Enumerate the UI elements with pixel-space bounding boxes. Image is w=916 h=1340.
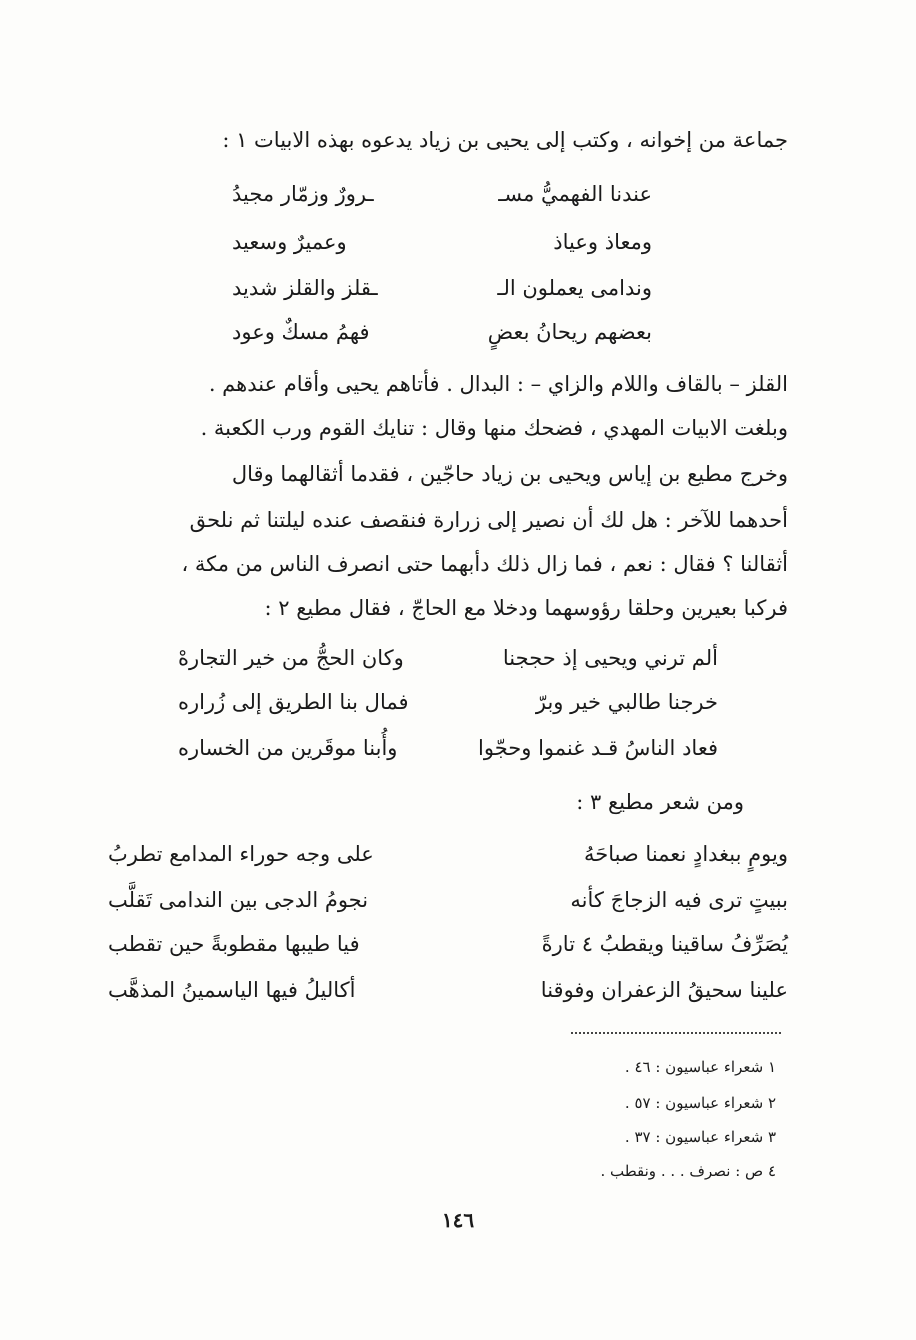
- verse-first-hemistich: ألم ترني ويحيى إذ حججنا: [502, 646, 718, 670]
- verse-second-hemistich: نجومُ الدجى بين الندامى تَقلَّب: [108, 888, 369, 912]
- prose-line: أثقالنا ؟ فقال : نعم ، فما زال ذلك دأبهما حتى انصرف الناس من مكة ،: [181, 552, 788, 576]
- verse-second-hemistich: فيا طيبها مقطوبةً حين تقطب: [108, 932, 360, 956]
- poem-intro: ومن شعر مطيع ٣ :: [576, 790, 744, 814]
- verse-first-hemistich: فعاد الناسُ قـد غنموا وحجّوا: [478, 736, 718, 760]
- verse-row: [108, 978, 788, 1002]
- page-number: ١٤٦: [441, 1208, 475, 1232]
- verse-second-hemistich: وكان الحجُّ من خير التجارهْ: [178, 646, 404, 670]
- verse-row: [232, 276, 652, 300]
- verse-second-hemistich: فهمُ مسكٌ وعود: [232, 320, 370, 344]
- verse-first-hemistich: بعضهم ريحانُ بعضٍ: [487, 320, 652, 344]
- verse-second-hemistich: وعميرٌ وسعيد: [232, 230, 347, 254]
- verse-second-hemistich: أكاليلُ فيها الياسمينُ المذهَّب: [108, 978, 356, 1002]
- verse-second-hemistich: وأُبنا موقَرين من الخساره: [178, 736, 398, 760]
- prose-line: وبلغت الابيات المهدي ، فضحك منها وقال : تنايك القوم ورب الكعبة .: [200, 416, 788, 440]
- verse-row: [178, 690, 718, 714]
- footnote: ٤ ص : نصرف . . . ونقطب .: [600, 1162, 776, 1180]
- verse-row: [108, 888, 788, 912]
- verse-first-hemistich: ومعاذ وعياذ: [553, 230, 652, 254]
- verse-first-hemistich: ببيتٍ ترى فيه الزجاجَ كأنه: [570, 888, 788, 912]
- intro-line: جماعة من إخوانه ، وكتب إلى يحيى بن زياد يدعوه بهذه الابيات ١ :: [222, 128, 788, 152]
- verse-first-hemistich: خرجنا طالبي خير وبرّ: [535, 690, 718, 714]
- verse-first-hemistich: وندامى يعملون الـ: [497, 276, 652, 300]
- verse-first-hemistich: ويومٍ ببغدادٍ نعمنا صباحَهُ: [583, 842, 788, 866]
- footnote: ٣ شعراء عباسيون : ٣٧ .: [624, 1128, 776, 1146]
- verse-row: [108, 842, 788, 866]
- verse-row: [232, 320, 652, 344]
- verse-second-hemistich: فمال بنا الطريق إلى زُراره: [178, 690, 409, 714]
- footnote: ١ شعراء عباسيون : ٤٦ .: [624, 1058, 776, 1076]
- verse-row: [232, 230, 652, 254]
- verse-first-hemistich: علينا سحيقُ الزعفران وفوقنا: [540, 978, 788, 1002]
- prose-line: القلز – بالقاف واللام والزاي – : البدال . فأتاهم يحيى وأقام عندهم .: [208, 372, 788, 396]
- verse-first-hemistich: يُصَرِّفُ ساقينا ويقطبُ ٤ تارةً: [541, 932, 788, 956]
- prose-line: فركبا بعيرين وحلقا رؤوسهما ودخلا مع الحاجّ ، فقال مطيع ٢ :: [264, 596, 788, 620]
- prose-line: وخرج مطيع بن إياس ويحيى بن زياد حاجّين ، فقدما أثقالهما وقال: [231, 462, 788, 486]
- verse-first-hemistich: عندنا الفهميُّ مسـ: [498, 182, 652, 206]
- verse-row: [178, 736, 718, 760]
- verse-row: [232, 182, 652, 206]
- verse-row: [178, 646, 718, 670]
- verse-second-hemistich: على وجه حوراء المدامع تطربُ: [108, 842, 374, 866]
- footnote-separator: [571, 1032, 781, 1034]
- verse-row: [108, 932, 788, 956]
- verse-second-hemistich: ـرورٌ وزمّار مجيدُ: [232, 182, 374, 206]
- prose-line: أحدهما للآخر : هل لك أن نصير إلى زرارة فنقصف عنده ليلتنا ثم نلحق: [189, 508, 788, 532]
- verse-second-hemistich: ـقلز والقلز شديد: [232, 276, 378, 300]
- footnote: ٢ شعراء عباسيون : ٥٧ .: [624, 1094, 776, 1112]
